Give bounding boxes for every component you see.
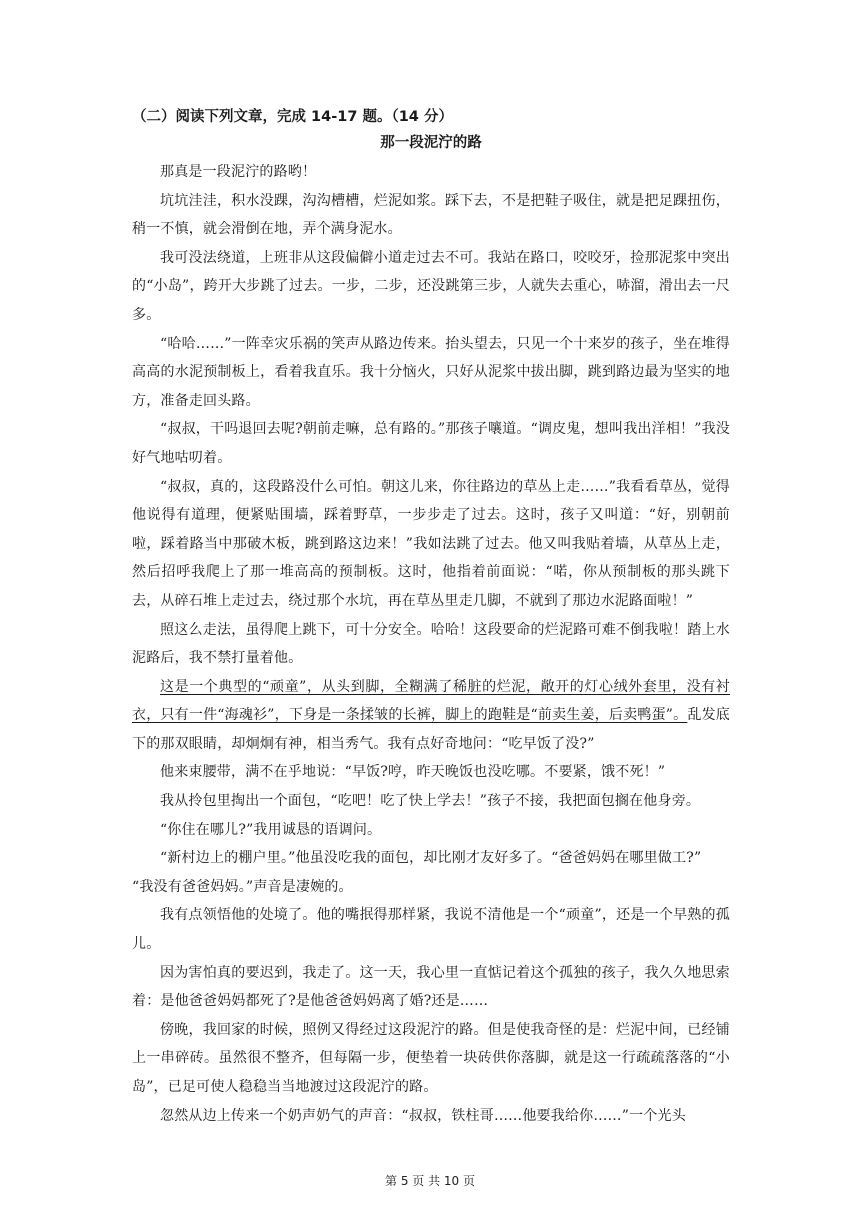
page-footer: 第 5 页 共 10 页 [385,1174,475,1188]
paragraph-7: 照这么走法，虽得爬上跳下，可十分安全。哈哈！这段要命的烂泥路可难不倒我啦！踏上水泥路后，我不禁打量着他。 [132,621,730,667]
paragraph-3: 我可没法绕道，上班非从这段偏僻小道走过去不可。我站在路口，咬咬牙，捡那泥浆中突出的“小岛”，跨开大步跳了过去。一步，二步，还没跳第三步，人就失去重心，哧溜，滑出去一尺多。 [132,249,730,323]
paragraph-12: “新村边上的棚户里。”他虽没吃我的面包，却比刚才友好多了。“爸爸妈妈在哪里做工?” [160,850,702,867]
paragraph-9: 他来束腰带，满不在乎地说：“早饭?哼，昨天晚饭也没吃哪。不要紧，饿不死！” [160,764,666,781]
paragraph-6: “叔叔，真的，这段路没什么可怕。朝这儿来，你往路边的草丛上走……”我看看草丛，觉得他说得有道理，便紧贴围墙，踩着野草，一步步走了过去。这时，孩子又叫道：“好，别朝前啦，踩着路当中那破木板，跳到路这边来！”我如法跳了过去。他又叫我贴着墙，从草丛上走，然后招呼我爬上了那一堆高高的预制板。这时，他指着前面说：“喏，你从预制板的那头跳下去，从碎石堆上走过去，绕过那个水坑，再在草丛里走几脚，不就到了那边水泥路面啦！” [132,478,730,609]
article-title: 那一段泥泞的路 [380,135,482,151]
paragraph-14: 我有点领悟他的处境了。他的嘴抿得那样紧，我说不清他是一个“顽童”，还是一个早熟的孤儿。 [132,907,730,953]
paragraph-13: “我没有爸爸妈妈。”声音是凄婉的。 [132,878,353,895]
paragraph-10: 我从拎包里掏出一个面包，“吃吧！吃了快上学去！”孩子不接，我把面包搁在他身旁。 [160,793,701,810]
paragraph-8-rest: 乱发底下的那双眼睛，却炯炯有神，相当秀气。我有点好奇地问：“吃早饭了没?” [132,707,731,752]
section-heading: （二）阅读下列文章，完成 14-17 题。（14 分） [132,109,453,125]
paragraph-5: “叔叔，干吗退回去呢?朝前走嘛，总有路的。”那孩子嚷道。“调皮鬼，想叫我出洋相！”我没好气地咕叨着。 [132,421,730,466]
paragraph-1: 那真是一段泥泞的路哟！ [160,164,317,180]
paragraph-17: 忽然从边上传来一个奶声奶气的声音：“叔叔，铁柱哥……他要我给你……”一个光头 [160,1107,686,1124]
paragraph-15: 因为害怕真的要迟到，我走了。这一天，我心里一直惦记着这个孤独的孩子，我久久地思索着：是他爸爸妈妈都死了?是他爸爸妈妈离了婚?还是…… [132,964,730,1010]
paragraph-11: “你住在哪儿?”我用诚恳的语调问。 [160,821,382,838]
paragraph-2: 坑坑洼洼，积水没踝，沟沟槽槽，烂泥如浆。踩下去，不是把鞋子吸住，就是把足踝扭伤，稍一不慎，就会滑倒在地，弄个满身泥水。 [132,192,730,238]
paragraph-8 [132,673,730,759]
page-content [132,104,730,1130]
underlined-sentence: 这是一个典型的“顽童”，从头到脚，全糊满了稀脏的烂泥，敞开的灯心绒外套里，没有衬衣，只有一件“海魂衫”，下身是一条揉皱的长裤，脚上的跑鞋是“前卖生姜，后卖鸭蛋”。 [132,678,730,724]
paragraph-16: 傍晚，我回家的时候，照例又得经过这段泥泞的路。但是使我奇怪的是：烂泥中间，已经铺上一串碎砖。虽然很不整齐，但每隔一步，便垫着一块砖供你落脚，就是这一行疏疏落落的“小岛”，已足可使人稳稳当当地渡过这段泥泞的路。 [132,1021,730,1095]
paragraph-4: “哈哈……”一阵幸灾乐祸的笑声从路边传来。抬头望去，只见一个十来岁的孩子，坐在堆得高高的水泥预制板上，看着我直乐。我十分恼火，只好从泥浆中拔出脚，跳到路边最为坚实的地方，准备走回头路。 [132,335,730,409]
